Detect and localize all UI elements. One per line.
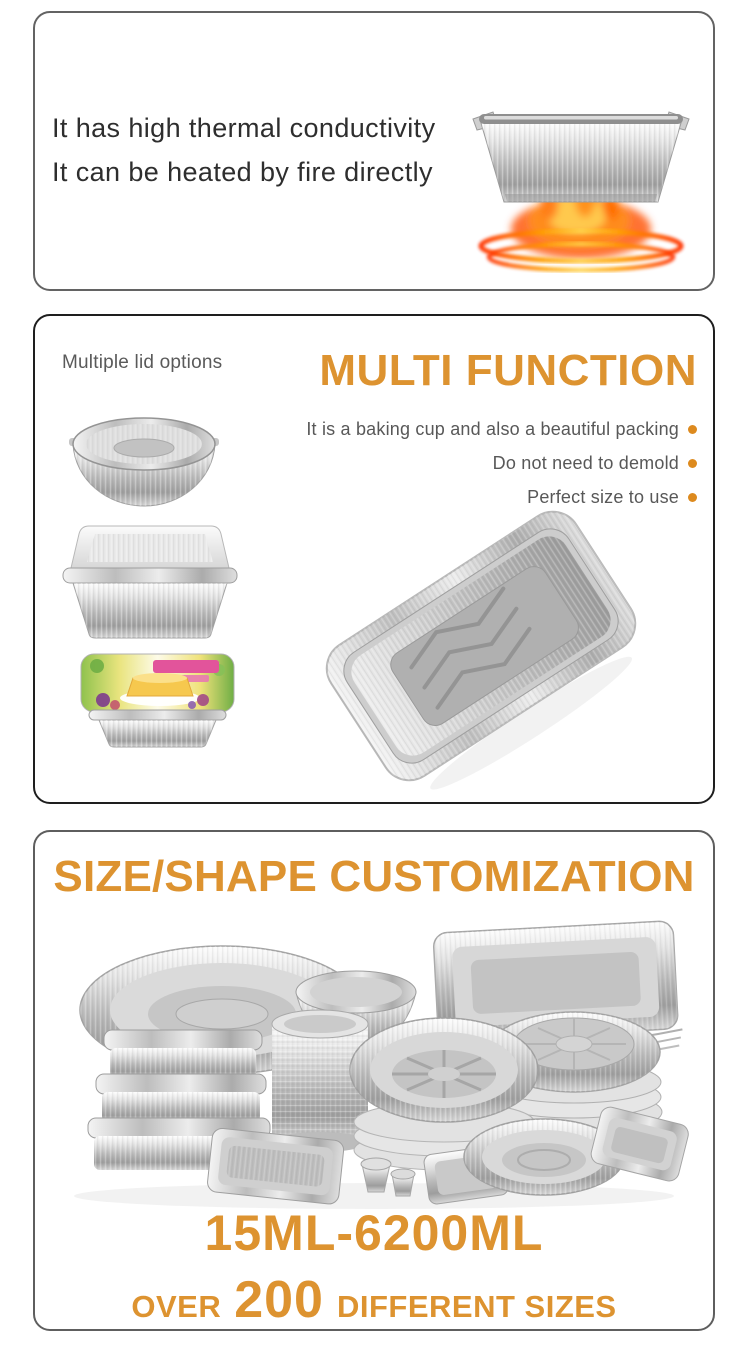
- multi-function-card: [33, 314, 715, 804]
- feature-bullet-text: It is a baking cup and also a beautiful packing: [306, 419, 679, 439]
- foil-tray-clear-lid-image: [55, 516, 245, 644]
- deep-foil-pan-icon: [301, 498, 661, 794]
- bullet-dot-icon: [688, 459, 697, 468]
- foil-tray-clear-lid-icon: [55, 516, 245, 644]
- bullet-dot-icon: [688, 493, 697, 502]
- assorted-foil-containers-icon: [44, 912, 704, 1212]
- multi-function-title: MULTI FUNCTION: [319, 346, 697, 395]
- foil-pan-over-fire-icon: [461, 105, 701, 273]
- thermal-line-2: It can be heated by fire directly: [52, 157, 433, 187]
- foil-container-icon: [473, 112, 689, 202]
- assorted-containers-image: [44, 912, 704, 1212]
- feature-bullet-text: Perfect size to use: [527, 487, 679, 507]
- feature-bullet-text: Do not need to demold: [492, 453, 679, 473]
- round-foil-bowl-icon: [69, 402, 219, 514]
- lid-options-label: Multiple lid options: [62, 352, 223, 373]
- feature-bullet: [306, 453, 697, 474]
- bullet-dot-icon: [688, 425, 697, 434]
- feature-bullet: [306, 419, 697, 440]
- sizes-count-line: [35, 1270, 713, 1330]
- customization-title: SIZE/SHAPE CUSTOMIZATION: [53, 852, 695, 901]
- capacity-range-text: 15ML-6200ML: [204, 1205, 544, 1261]
- deep-foil-pan-image: [301, 498, 661, 794]
- foil-tray-printed-lid-icon: [75, 648, 240, 750]
- thermal-line-1: It has high thermal conductivity: [52, 113, 436, 143]
- size-shape-customization-card: [33, 830, 715, 1331]
- foil-tray-printed-lid-image: [75, 648, 240, 750]
- over-label: OVER: [131, 1289, 222, 1324]
- round-foil-bowl-image: [69, 402, 219, 514]
- sizes-count: 200: [234, 1271, 324, 1329]
- thermal-text: [52, 106, 435, 194]
- different-sizes-label: DIFFERENT SIZES: [336, 1289, 617, 1324]
- thermal-conductivity-card: [33, 11, 715, 291]
- fire-heating-image: [461, 105, 701, 273]
